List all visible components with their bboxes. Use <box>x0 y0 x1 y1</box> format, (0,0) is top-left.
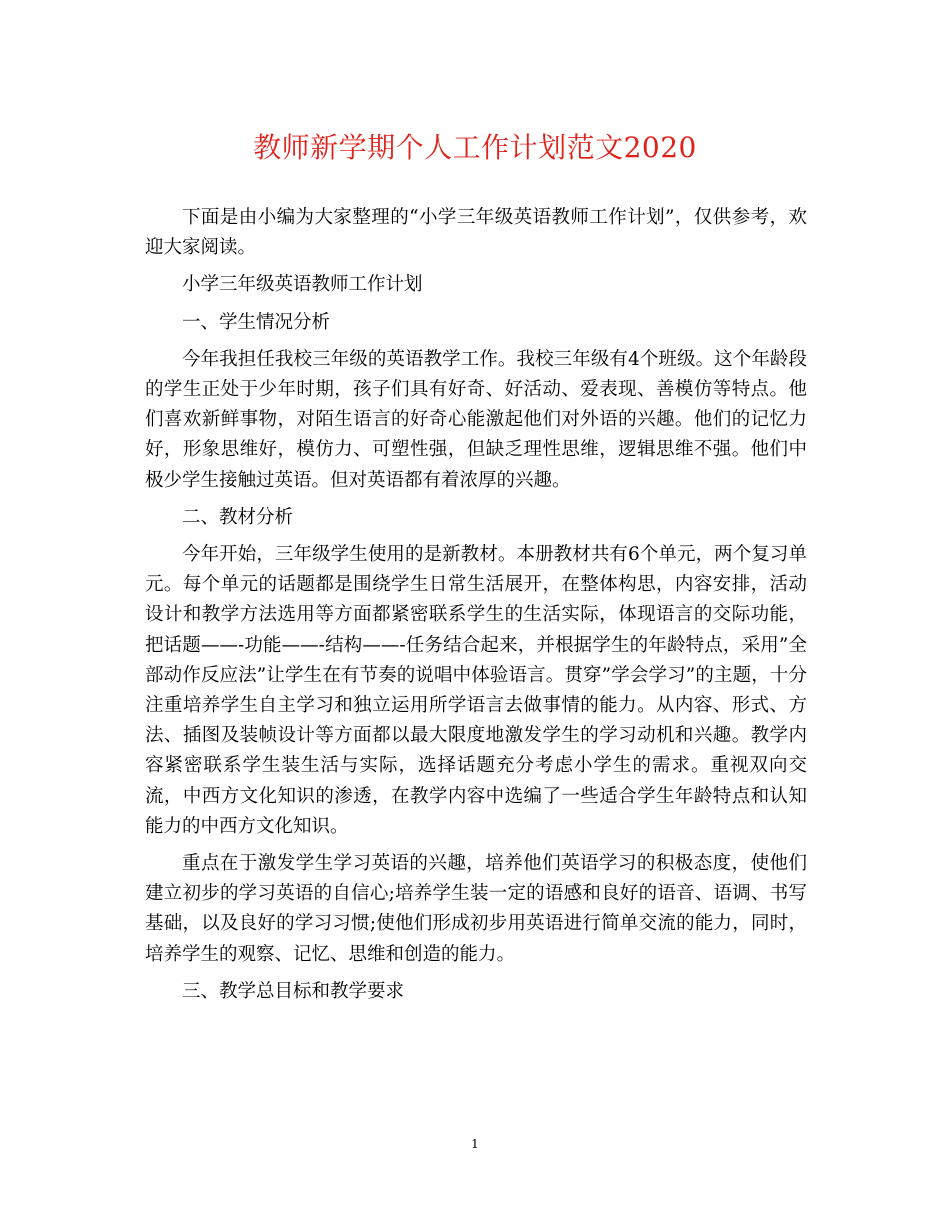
document-body <box>145 203 807 1007</box>
section-heading-textbook-analysis: 二、教材分析 <box>182 506 294 528</box>
section-heading-student-analysis: 一、学生情况分析 <box>182 311 331 333</box>
plan-heading: 小学三年级英语教师工作计划 <box>182 274 423 296</box>
textbook-analysis-paragraph: 今年开始，三年级学生使用的是新教材。本册教材共有6个单元，两个复习单元。每个单元的话题都是围绕学生日常生活展开，在整体构思，内容安排，活动设计和教学方法选用等方面都紧密联系学生的生活实际，体现语言的交际功能，把话题——-功能——-结构——-任务结合起来，并根据学生的年龄特点，采用”全部动作反应法”让学生在有节奏的说唱中体验语言。贯穿”学会学习”的主题，十分注重培养学生自主学习和独立运用所学语言去做事情的能力。从内容、形式、方法、插图及装帧设计等方面都以最大限度地激发学生的学习动机和兴趣。教学内容紧密联系学生装生活与实际，选择话题充分考虑小学生的需求。重视双向交流，中西方文化知识的渗透，在教学内容中选编了一些适合学生年龄特点和认知能力的中西方文化知识。 <box>145 544 807 837</box>
page-number: 1 <box>471 1137 479 1151</box>
intro-paragraph: 下面是由小编为大家整理的“小学三年级英语教师工作计划”，仅供参考，欢迎大家阅读。 <box>145 207 807 259</box>
student-analysis-paragraph: 今年我担任我校三年级的英语教学工作。我校三年级有4个班级。这个年龄段的学生正处于少年时期，孩子们具有好奇、好活动、爱表现、善模仿等特点。他们喜欢新鲜事物，对陌生语言的好奇心能激起他们对外语的兴趣。他们的记忆力好，形象思维好，模仿力、可塑性强，但缺乏理性思维，逻辑思维不强。他们中极少学生接触过英语。但对英语都有着浓厚的兴趣。 <box>145 348 807 491</box>
focus-paragraph: 重点在于激发学生学习英语的兴趣，培养他们英语学习的积极态度，使他们建立初步的学习英语的自信心;培养学生装一定的语感和良好的语音、语调、书写基础，以及良好的学习习惯;使他们形成初步用英语进行简单交流的能力，同时，培养学生的观察、记忆、思维和创造的能力。 <box>145 853 807 965</box>
section-heading-teaching-goals: 三、教学总目标和教学要求 <box>182 980 405 1002</box>
document-title: 教师新学期个人工作计划范文2020 <box>253 131 697 164</box>
